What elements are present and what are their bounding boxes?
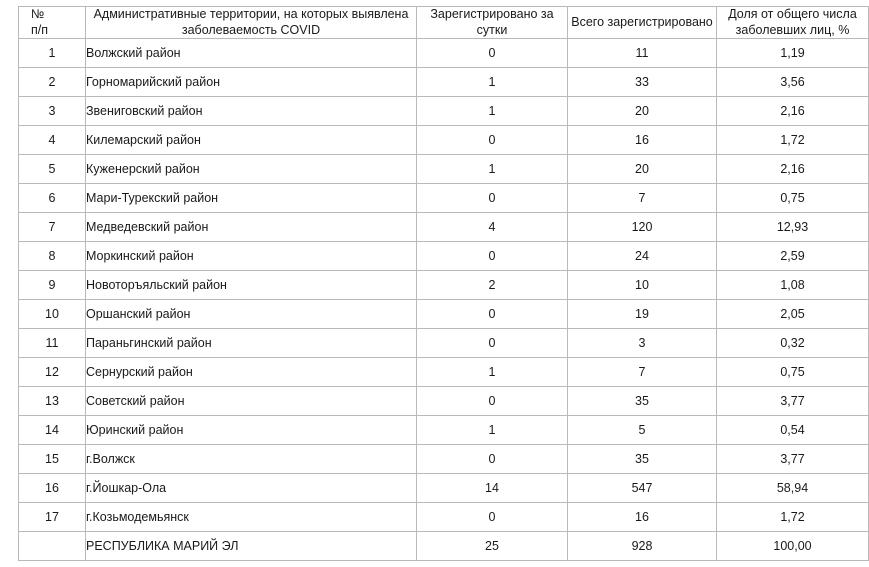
cell-share-percent: 3,77 (717, 387, 869, 416)
cell-number: 16 (19, 474, 86, 503)
cell-number: 15 (19, 445, 86, 474)
cell-number: 17 (19, 503, 86, 532)
cell-total-registered: 20 (568, 155, 717, 184)
cell-number: 4 (19, 126, 86, 155)
cell-registered-per-day: 1 (417, 68, 568, 97)
cell-total-registered: 16 (568, 503, 717, 532)
cell-territory: Килемарский район (86, 126, 417, 155)
cell-share-percent: 2,16 (717, 97, 869, 126)
cell-number: 6 (19, 184, 86, 213)
cell-registered-per-day: 4 (417, 213, 568, 242)
table-header (19, 7, 869, 39)
cell-registered-per-day: 1 (417, 97, 568, 126)
cell-total-registered: 120 (568, 213, 717, 242)
table-row (19, 39, 869, 68)
cell-share-percent: 0,54 (717, 416, 869, 445)
column-header-share-percent: Доля от общего числа заболевших лиц, % (717, 7, 869, 39)
cell-share-percent: 0,75 (717, 358, 869, 387)
column-header-number-line1: № (31, 7, 45, 21)
cell-total-registered: 33 (568, 68, 717, 97)
cell-total-registered: 5 (568, 416, 717, 445)
table-row (19, 329, 869, 358)
cell-registered-per-day: 0 (417, 329, 568, 358)
table-row (19, 242, 869, 271)
cell-total-registered: 11 (568, 39, 717, 68)
cell-territory-total: РЕСПУБЛИКА МАРИЙ ЭЛ (86, 532, 417, 561)
cell-territory: Юринский район (86, 416, 417, 445)
cell-number: 5 (19, 155, 86, 184)
cell-number: 2 (19, 68, 86, 97)
cell-number: 10 (19, 300, 86, 329)
cell-registered-per-day: 0 (417, 387, 568, 416)
cell-territory: Оршанский район (86, 300, 417, 329)
cell-territory: Горномарийский район (86, 68, 417, 97)
table-row (19, 126, 869, 155)
cell-territory: Моркинский район (86, 242, 417, 271)
cell-total-registered: 7 (568, 358, 717, 387)
cell-territory: Советский район (86, 387, 417, 416)
cell-share-percent: 3,77 (717, 445, 869, 474)
cell-share-percent: 1,08 (717, 271, 869, 300)
table-row (19, 387, 869, 416)
column-header-total-registered: Всего зарегистрировано (568, 7, 717, 39)
cell-registered-per-day-total: 25 (417, 532, 568, 561)
cell-total-registered: 19 (568, 300, 717, 329)
cell-total-registered: 10 (568, 271, 717, 300)
table-row (19, 300, 869, 329)
cell-total-registered: 20 (568, 97, 717, 126)
cell-total-registered-total: 928 (568, 532, 717, 561)
cell-number: 7 (19, 213, 86, 242)
cell-registered-per-day: 0 (417, 503, 568, 532)
cell-registered-per-day: 0 (417, 445, 568, 474)
table-row (19, 358, 869, 387)
cell-total-registered: 7 (568, 184, 717, 213)
cell-territory: Куженерский район (86, 155, 417, 184)
cell-number: 13 (19, 387, 86, 416)
cell-registered-per-day: 0 (417, 184, 568, 213)
column-header-number-line2: п/п (31, 22, 49, 37)
cell-total-registered: 35 (568, 387, 717, 416)
cell-territory: г.Козьмодемьянск (86, 503, 417, 532)
table-total-row (19, 532, 869, 561)
cell-territory: Новоторъяльский район (86, 271, 417, 300)
cell-number: 1 (19, 39, 86, 68)
cell-total-registered: 35 (568, 445, 717, 474)
table-row (19, 155, 869, 184)
cell-share-percent: 2,59 (717, 242, 869, 271)
cell-share-percent: 0,32 (717, 329, 869, 358)
cell-total-registered: 16 (568, 126, 717, 155)
cell-territory: Сернурский район (86, 358, 417, 387)
cell-registered-per-day: 0 (417, 242, 568, 271)
document-page (0, 6, 869, 567)
cell-territory: Звениговский район (86, 97, 417, 126)
table-row (19, 474, 869, 503)
cell-share-percent: 2,16 (717, 155, 869, 184)
cell-territory: Медведевский район (86, 213, 417, 242)
cell-share-percent: 1,72 (717, 126, 869, 155)
column-header-registered-per-day: Зарегистрировано за сутки (417, 7, 568, 39)
cell-territory: Волжский район (86, 39, 417, 68)
cell-share-percent: 1,19 (717, 39, 869, 68)
cell-total-registered: 547 (568, 474, 717, 503)
cell-number: 14 (19, 416, 86, 445)
table-row (19, 503, 869, 532)
column-header-number (19, 7, 86, 39)
cell-registered-per-day: 2 (417, 271, 568, 300)
column-header-territory: Административные территории, на которых выявлена заболеваемость COVID (86, 7, 417, 39)
cell-share-percent-total: 100,00 (717, 532, 869, 561)
cell-territory: г.Волжск (86, 445, 417, 474)
cell-share-percent: 0,75 (717, 184, 869, 213)
cell-number: 3 (19, 97, 86, 126)
cell-total-registered: 3 (568, 329, 717, 358)
cell-number: 8 (19, 242, 86, 271)
table-body (19, 39, 869, 561)
cell-share-percent: 1,72 (717, 503, 869, 532)
cell-share-percent: 2,05 (717, 300, 869, 329)
cell-registered-per-day: 1 (417, 155, 568, 184)
cell-registered-per-day: 0 (417, 126, 568, 155)
cell-registered-per-day: 0 (417, 300, 568, 329)
cell-territory: Мари-Турекский район (86, 184, 417, 213)
cell-territory: Параньгинский район (86, 329, 417, 358)
cell-registered-per-day: 1 (417, 416, 568, 445)
cell-registered-per-day: 14 (417, 474, 568, 503)
cell-number: 11 (19, 329, 86, 358)
cell-number (19, 532, 86, 561)
cell-share-percent: 12,93 (717, 213, 869, 242)
table-row (19, 68, 869, 97)
cell-share-percent: 58,94 (717, 474, 869, 503)
table-row (19, 97, 869, 126)
cell-number: 12 (19, 358, 86, 387)
cell-share-percent: 3,56 (717, 68, 869, 97)
table-row (19, 213, 869, 242)
table-header-row (19, 7, 869, 39)
table-row (19, 271, 869, 300)
cell-registered-per-day: 1 (417, 358, 568, 387)
table-row (19, 416, 869, 445)
cell-territory: г.Йошкар-Ола (86, 474, 417, 503)
cell-number: 9 (19, 271, 86, 300)
table-row (19, 445, 869, 474)
cell-total-registered: 24 (568, 242, 717, 271)
cell-registered-per-day: 0 (417, 39, 568, 68)
covid-statistics-table (18, 6, 869, 561)
table-row (19, 184, 869, 213)
